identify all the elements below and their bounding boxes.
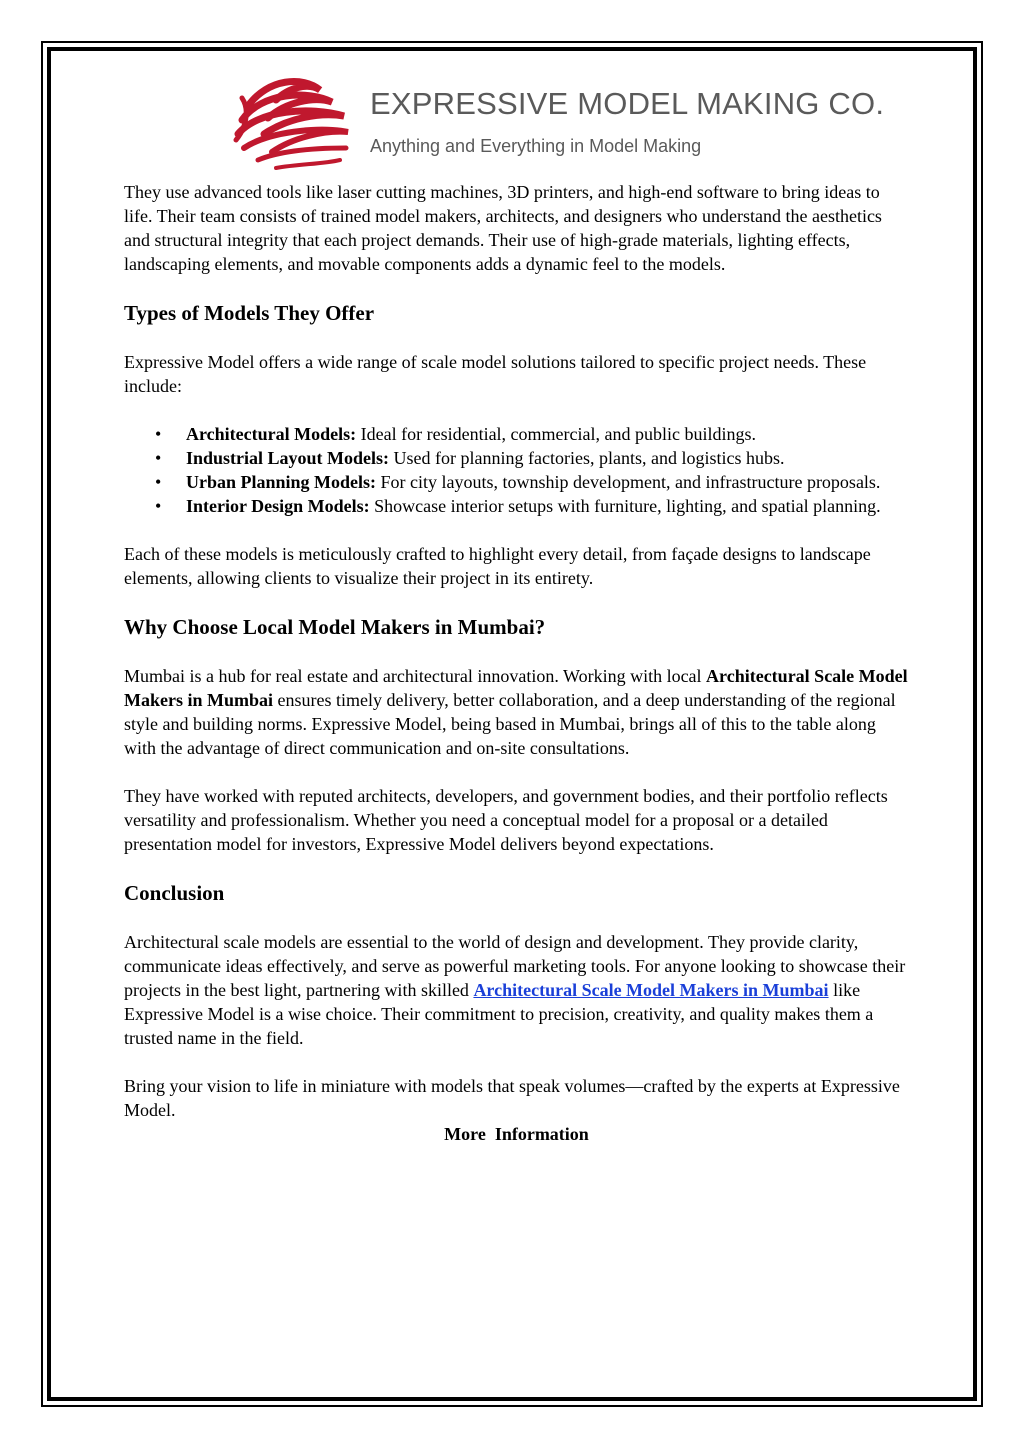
list-item-text: Used for planning factories, plants, and logistics hubs. [389,448,785,468]
list-item-text: Ideal for residential, commercial, and public buildings. [356,424,757,444]
list-item-title: Architectural Models: [186,424,357,444]
text-span: Mumbai is a hub for real estate and architectural innovation. Working with local [124,666,707,686]
brand-name: EXPRESSIVE MODEL MAKING CO. [370,86,885,121]
bold-keyword: Architectural Scale Model Makers in Mumbai [124,666,908,710]
model-makers-link[interactable]: Architectural Scale Model Makers in Mumbai [473,980,829,1000]
why-paragraph-1 [124,664,909,760]
model-types-list [124,422,909,518]
list-item [186,446,909,470]
types-lead: Expressive Model offers a wide range of scale model solutions tailored to specific project needs. These include: [124,352,867,396]
list-item-title: Interior Design Models: [186,496,370,516]
swirl-logo-icon [228,68,358,178]
types-closing: Each of these models is meticulously crafted to highlight every detail, from façade designs to landscape elements, allowing clients to visualize their project in its entirety. [124,544,871,588]
intro-paragraph: They use advanced tools like laser cutting machines, 3D printers, and high-end software to bring ideas to life. Their team consists of trained model makers, architects, and designers who understand the aesthetics and structural integrity that each project demands. Their use of high-grade materials, lighting effects, landscaping elements, and movable components adds a dynamic feel to the models. [124,182,882,274]
conclusion-paragraph-2: Bring your vision to life in miniature with models that speak volumes—crafted by the experts at Expressive Model. [124,1076,900,1120]
why-heading: Why Choose Local Model Makers in Mumbai? [124,615,546,639]
list-item-title: Urban Planning Models: [186,472,377,492]
why-paragraph-2: They have worked with reputed architects, developers, and government bodies, and their portfolio reflects versatility and professionalism. Whether you need a conceptual model for a proposal or a detailed presentation model for investors, Expressive Model delivers beyond expectations. [124,786,888,854]
document-body [124,180,909,1146]
list-item [186,470,909,494]
conclusion-paragraph-1 [124,930,909,1050]
types-heading: Types of Models They Offer [124,301,375,325]
brand-header [228,68,885,178]
list-item [186,422,909,446]
more-information-label: More Information [444,1124,589,1144]
brand-tagline: Anything and Everything in Model Making [370,136,702,156]
list-item [186,494,909,518]
text-span: like Expressive Model is a wise choice. Their commitment to precision, creativity, and quality makes them a trusted name in the field. [124,980,874,1048]
list-item-text: For city layouts, township development, and infrastructure proposals. [376,472,881,492]
list-item-text: Showcase interior setups with furniture, lighting, and spatial planning. [369,496,881,516]
text-span: ensures timely delivery, better collaboration, and a deep understanding of the regional style and building norms. Expressive Model, being based in Mumbai, brings all of this to the table along with the advantage of direct communication and on-site consultations. [124,690,896,758]
conclusion-heading: Conclusion [124,881,225,905]
text-span: Architectural scale models are essential to the world of design and development. They provide clarity, communicate ideas effectively, and serve as powerful marketing tools. For anyone looking to showcase their projects in the best light, partnering with skilled [124,932,906,1000]
list-item-title: Industrial Layout Models: [186,448,390,468]
